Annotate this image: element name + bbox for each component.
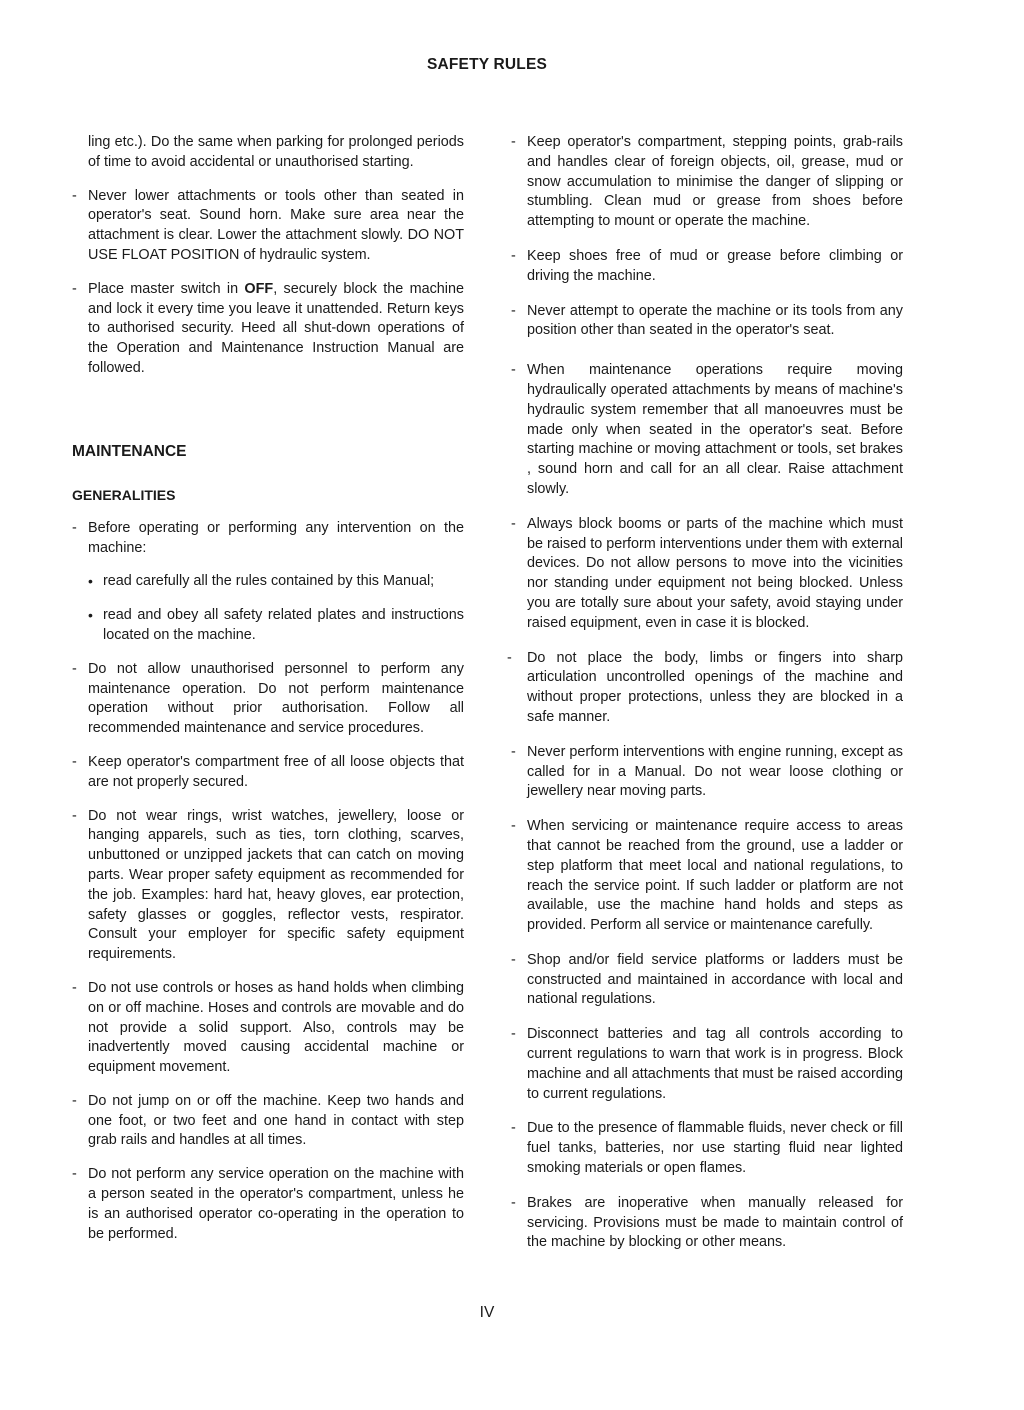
rule-item — [72, 660, 464, 739]
section-heading-generalities: GENERALITIES — [72, 486, 176, 503]
rule-text: , securely block the machine and lock it every time you leave it unattended. Return keys to authorised security. Heed all shut-down operations of the Operation and Maintenance Instruction Manual are followed. — [88, 280, 464, 376]
rule-item — [507, 649, 903, 728]
rule-item — [72, 187, 464, 266]
rule-item — [72, 753, 464, 793]
bullet-marker: • — [88, 573, 93, 590]
rule-text: Do not perform any service operation on the machine with a person seated in the operator's compartment, unless he is an authorised operator co-operating in the operation to be performed. — [88, 1166, 464, 1242]
rule-text: Do not use controls or hoses as hand holds when climbing on or off machine. Hoses and controls are movable and do not provide a solid support. Also, controls may be inadvertently moved causing accidental machine or equipment movement. — [88, 979, 464, 1076]
rule-text: When maintenance operations require moving hydraulically operated attachments by means of machine's hydraulic system remember that all manoeuvres must be made only when seated in the operator's seat. Before starting machine or moving attachment or tools, set brakes , sound horn and call for an all clear. Raise attachment slowly. — [527, 362, 903, 497]
dash-marker: - — [72, 280, 77, 297]
rule-item — [511, 361, 903, 500]
rule-text: Always block booms or parts of the machine which must be raised to perform interventions under them with external devices. Do not allow persons to move into the vicinities nor standing under equipment not being blocked. Unless you are totally sure about your safety, avoid staying under raised equipment, even in case it is blocked. — [527, 515, 903, 631]
bullet-text: read and obey all safety related plates and instructions located on the machine. — [103, 607, 464, 643]
right-column — [507, 133, 903, 1268]
dash-marker: - — [72, 753, 77, 770]
rule-text: Never attempt to operate the machine or its tools from any position other than seated in the operator's seat. — [527, 302, 903, 339]
dash-marker: - — [72, 660, 77, 677]
rule-text: Never perform interventions with engine running, except as called for in a Manual. Do not wear loose clothing or jewellery near moving parts. — [527, 743, 903, 800]
bullet-text: read carefully all the rules contained by this Manual; — [103, 573, 435, 590]
rule-item — [511, 1119, 903, 1178]
rule-text: Disconnect batteries and tag all controls according to current regulations to warn that work is in progress. Block machine and all attachments that must be raised according to current regulations. — [527, 1026, 903, 1102]
rule-item — [511, 743, 903, 802]
rule-item — [511, 247, 903, 287]
rule-text: Do not jump on or off the machine. Keep two hands and one foot, or two feet and one hand in contact with step grab rails and handles at all times. — [88, 1092, 464, 1149]
left-column — [72, 133, 464, 1258]
rule-text: Place master switch in — [88, 280, 245, 297]
page-title: SAFETY RULES — [426, 56, 548, 73]
rule-item — [72, 280, 464, 379]
rule-text: Shop and/or field service platforms or ladders must be constructed and maintained in accordance with local and national regulations. — [527, 951, 903, 1008]
rule-item — [511, 133, 903, 232]
dash-marker: - — [511, 1120, 516, 1137]
rule-item — [511, 1025, 903, 1104]
dash-marker: - — [511, 302, 516, 319]
rule-item — [72, 979, 464, 1078]
dash-marker: - — [72, 519, 77, 536]
rule-text: Never lower attachments or tools other than seated in operator's seat. Sound horn. Make sure area near the attachment is clear. Lower the attachment slowly. DO NOT USE FLOAT POSITION of hydraulic system. — [88, 187, 464, 263]
rule-text: Brakes are inoperative when manually released for servicing. Provisions must be made to maintain control of the machine by blocking or other means. — [527, 1194, 903, 1251]
bullet-item — [72, 606, 464, 646]
dash-marker: - — [511, 362, 516, 379]
dash-marker: - — [72, 1166, 77, 1183]
rule-text: Due to the presence of flammable fluids, never check or fill fuel tanks, batteries, nor use starting fluid near lighted smoking materials or open flames. — [527, 1120, 903, 1177]
rule-item — [511, 951, 903, 1010]
dash-marker: - — [511, 1026, 516, 1043]
dash-marker: - — [72, 187, 77, 204]
rule-item — [72, 1092, 464, 1151]
dash-marker: - — [511, 818, 516, 835]
rule-item — [511, 817, 903, 936]
rule-text: Keep shoes free of mud or grease before climbing or driving the machine. — [527, 247, 903, 284]
rule-text: When servicing or maintenance require access to areas that cannot be reached from the ground, use a ladder or step platform that meet local and national regulations, to reach the service point. If such ladder or platform are not available, use the machine hand holds and steps as provided. Perform all service or maintenance carefully. — [527, 818, 903, 934]
rule-item — [72, 807, 464, 965]
bullet-item — [72, 572, 464, 592]
dash-marker: - — [511, 1194, 516, 1211]
dash-marker: - — [72, 807, 77, 824]
paragraph-continuation — [72, 133, 464, 173]
dash-marker: - — [511, 247, 516, 264]
bullet-marker: • — [88, 607, 93, 624]
rule-item — [511, 515, 903, 634]
paragraph-text: ling etc.). Do the same when parking for prolonged periods of time to avoid accidental or unauthorised starting. — [88, 134, 464, 170]
rule-text: Do not allow unauthorised personnel to perform any maintenance operation. Do not perform maintenance operation without prior authorisation. Follow all recommended maintenance and service procedures. — [88, 660, 464, 737]
rule-item — [72, 1165, 464, 1244]
dash-marker: - — [511, 515, 516, 532]
dash-marker: - — [511, 951, 516, 968]
dash-marker: - — [72, 979, 77, 996]
page-number: IV — [479, 1304, 495, 1321]
rule-item — [511, 302, 903, 342]
dash-marker: - — [511, 134, 516, 150]
dash-marker: - — [72, 1092, 77, 1109]
rule-text: Do not place the body, limbs or fingers into sharp articulation uncontrolled openings of the machine and without proper protections, unless they are blocked in a safe manner. — [527, 649, 903, 725]
rule-text: Before operating or performing any intervention on the machine: — [88, 519, 464, 556]
rule-text: Do not wear rings, wrist watches, jewellery, loose or hanging apparels, such as ties, torn clothing, scarves, unbuttoned or unzipped jackets that can catch on moving parts. Wear proper safety equipment as recommended for the job. Examples: hard hat, heavy gloves, ear protection, safety glasses or goggles, reflector vests, respirator. Consult your employer for specific safety equipment requirements. — [88, 807, 464, 963]
rule-text: Keep operator's compartment, stepping points, grab-rails and handles clear of foreign objects, oil, grease, mud or snow accumulation to minimise the danger of slipping or stumbling. Clean mud or grease from shoes before attempting to mount or operate the machine. — [527, 134, 903, 230]
rule-item — [511, 1194, 903, 1253]
rule-item — [72, 519, 464, 559]
dash-marker: - — [507, 649, 512, 666]
section-heading-maintenance: MAINTENANCE — [72, 442, 187, 460]
rule-text: Keep operator's compartment free of all loose objects that are not properly secured. — [88, 753, 464, 790]
rule-text-bold: OFF — [244, 280, 274, 297]
dash-marker: - — [511, 743, 516, 760]
